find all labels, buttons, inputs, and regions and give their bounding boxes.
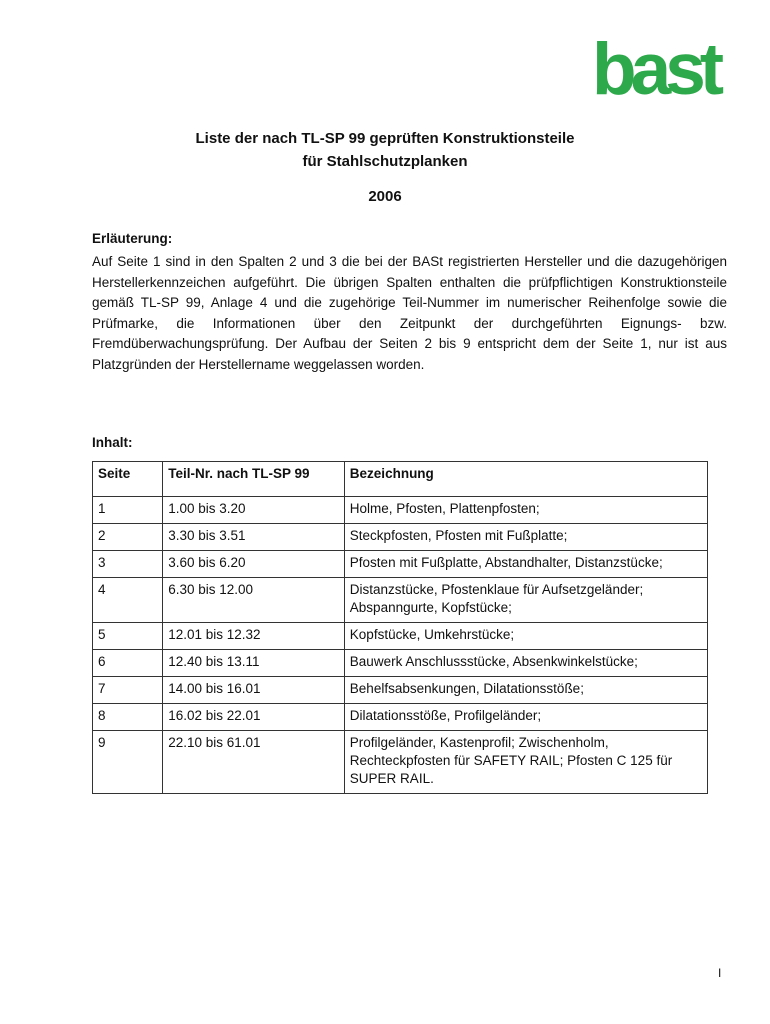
cell-part-number: 1.00 bis 3.20 <box>163 497 345 524</box>
contents-heading: Inhalt: <box>92 435 133 450</box>
table-row <box>93 704 708 731</box>
cell-page: 7 <box>93 677 163 704</box>
table-row <box>93 677 708 704</box>
cell-description: Distanzstücke, Pfostenklaue für Aufsetzgeländer; Abspanngurte, Kopfstücke; <box>344 578 707 623</box>
cell-description: Profilgeländer, Kastenprofil; Zwischenholm, Rechteckpfosten für SAFETY RAIL; Pfosten C 125 für SUPER RAIL. <box>344 731 707 794</box>
document-title-line-1: Liste der nach TL-SP 99 geprüften Konstruktionsteile <box>195 130 575 147</box>
table-header-row <box>93 462 708 497</box>
table-row <box>93 650 708 677</box>
table-row <box>93 731 708 794</box>
column-header-page: Seite <box>93 462 163 497</box>
table-row <box>93 524 708 551</box>
cell-description: Steckpfosten, Pfosten mit Fußplatte; <box>344 524 707 551</box>
table-row <box>93 578 708 623</box>
cell-description: Kopfstücke, Umkehrstücke; <box>344 623 707 650</box>
cell-page: 6 <box>93 650 163 677</box>
cell-part-number: 14.00 bis 16.01 <box>163 677 345 704</box>
explanation-heading: Erläuterung: <box>92 231 173 246</box>
table-row <box>93 497 708 524</box>
cell-description: Dilatationsstöße, Profilgeländer; <box>344 704 707 731</box>
contents-table <box>92 461 708 794</box>
page-number: I <box>718 966 722 980</box>
cell-page: 5 <box>93 623 163 650</box>
table-row <box>93 551 708 578</box>
column-header-part-number: Teil-Nr. nach TL-SP 99 <box>163 462 345 497</box>
cell-description: Behelfsabsenkungen, Dilatationsstöße; <box>344 677 707 704</box>
cell-page: 4 <box>93 578 163 623</box>
cell-page: 2 <box>93 524 163 551</box>
cell-part-number: 22.10 bis 61.01 <box>163 731 345 794</box>
document-year: 2006 <box>368 188 402 205</box>
cell-part-number: 12.40 bis 13.11 <box>163 650 345 677</box>
bast-logo: bast <box>592 29 719 110</box>
document-title-line-2: für Stahlschutzplanken <box>302 153 468 170</box>
cell-page: 1 <box>93 497 163 524</box>
cell-description: Pfosten mit Fußplatte, Abstandhalter, Distanzstücke; <box>344 551 707 578</box>
cell-page: 9 <box>93 731 163 794</box>
explanation-paragraph: Auf Seite 1 sind in den Spalten 2 und 3 die bei der BASt registrierten Hersteller und die dazugehörigen Herstellerkennzeichen aufgeführt. Die übrigen Spalten enthalten die prüfpflichtigen Konstruktionsteile gemäß TL-SP 99, Anlage 4 und die zugehörige Teil-Nummer im numerischer Reihenfolge sowie die Prüfmarke, die Informationen über den Zeitpunkt der durchgeführten Eignungs- bzw. Fremdüberwachungsprüfung. Der Aufbau der Seiten 2 bis 9 entspricht dem der Seite 1, nur ist aus Platzgründen der Herstellername weggelassen worden. <box>92 254 727 372</box>
cell-part-number: 3.30 bis 3.51 <box>163 524 345 551</box>
cell-part-number: 3.60 bis 6.20 <box>163 551 345 578</box>
table-row <box>93 623 708 650</box>
cell-part-number: 16.02 bis 22.01 <box>163 704 345 731</box>
cell-page: 3 <box>93 551 163 578</box>
cell-description: Holme, Pfosten, Plattenpfosten; <box>344 497 707 524</box>
cell-part-number: 6.30 bis 12.00 <box>163 578 345 623</box>
cell-part-number: 12.01 bis 12.32 <box>163 623 345 650</box>
cell-page: 8 <box>93 704 163 731</box>
column-header-description: Bezeichnung <box>344 462 707 497</box>
cell-description: Bauwerk Anschlussstücke, Absenkwinkelstücke; <box>344 650 707 677</box>
